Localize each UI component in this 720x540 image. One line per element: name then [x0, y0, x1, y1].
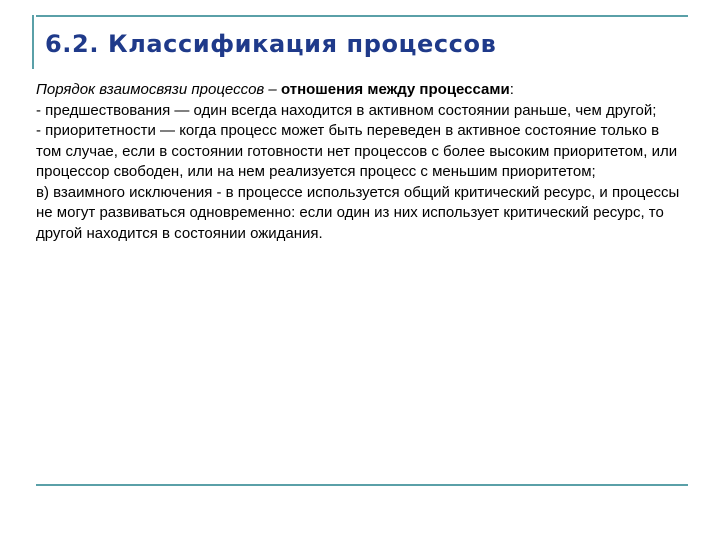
- intro-bold: отношения между процессами: [280, 81, 510, 98]
- intro-paragraph: [36, 80, 686, 101]
- list-item-priority: - приоритетности — когда процесс может быть переведен в активное состояние только в том случае, если в состоянии готовности нет процессов с более высоким приоритетом, или процессор свободен, или на нем реализуется процесс с меньшим приоритетом;: [36, 122, 678, 180]
- intro-italic: Порядок взаимосвязи процессов –: [36, 81, 277, 98]
- slide-body: [36, 80, 686, 244]
- list-item-precedence: - предшествования — один всегда находится в активном состоянии раньше, чем другой;: [36, 101, 657, 119]
- intro-colon: :: [509, 81, 514, 98]
- left-rule: [32, 15, 34, 69]
- top-rule: [36, 15, 688, 17]
- bottom-rule: [36, 484, 688, 486]
- slide-title: 6.2. Классификация процессов: [45, 30, 497, 58]
- list-item-mutual-exclusion: в) взаимного исключения - в процессе используется общий критический ресурс, и процессы не могут развиваться одновременно: если один из них использует критический ресурс, то другой находится в состоянии ожидания.: [36, 183, 680, 242]
